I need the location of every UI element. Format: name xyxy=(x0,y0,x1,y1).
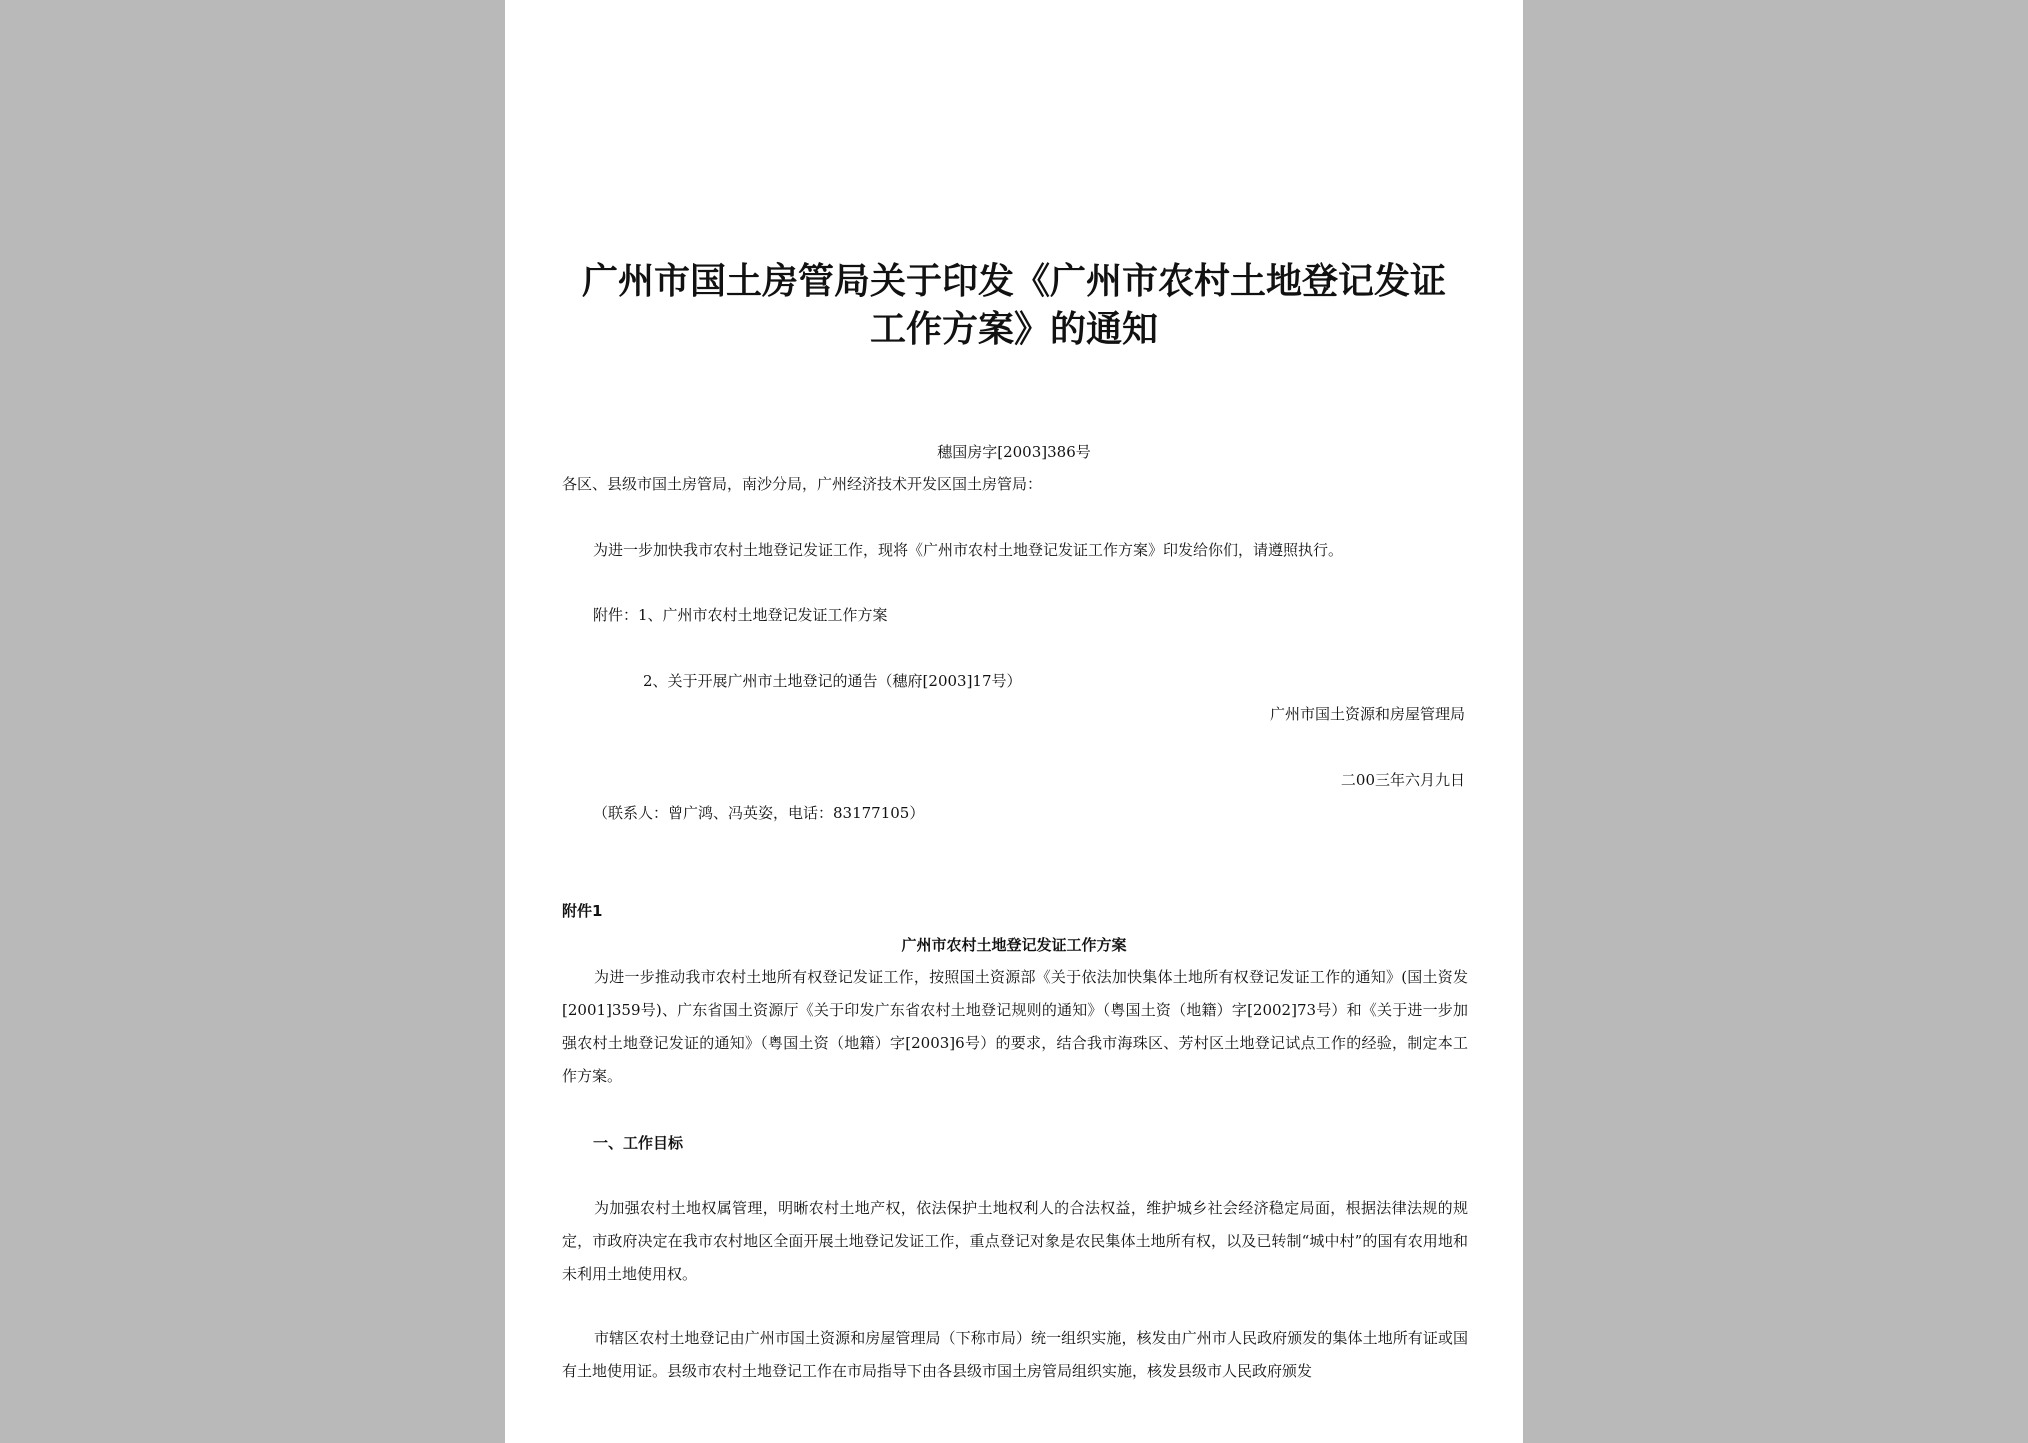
annex-paragraph-2: 为加强农村土地权属管理，明晰农村土地产权，依法保护土地权利人的合法权益，维护城乡社会经济稳定局面，根据法律法规的规定，市政府决定在我市农村地区全面开展土地登记发证工作，重点登记对象是农民集体土地所有权，以及已转制“城中村”的国有农用地和未利用土地使用权。 xyxy=(562,1199,1468,1283)
document-number: 穗国房字[2003]386号 xyxy=(937,443,1091,461)
title-line-2: 工作方案》的通知 xyxy=(869,309,1158,350)
addressee: 各区、县级市国土房管局，南沙分局，广州经济技术开发区国土房管局： xyxy=(562,475,1043,493)
notice-body: 为进一步加快我市农村土地登记发证工作，现将《广州市农村土地登记发证工作方案》印发给你们，请遵照执行。 xyxy=(593,541,1344,559)
annex-paragraph-3: 市辖区农村土地登记由广州市国土资源和房屋管理局（下称市局）统一组织实施，核发由广州市人民政府颁发的集体土地所有证或国有土地使用证。县级市农村土地登记工作在市局指导下由各县级市国土房管局组织实施，核发县级市人民政府颁发 xyxy=(562,1329,1468,1380)
section-heading: 一、工作目标 xyxy=(593,1134,684,1152)
annex-title: 广州市农村土地登记发证工作方案 xyxy=(901,936,1127,954)
issue-date: 二00三年六月九日 xyxy=(1340,771,1465,789)
attachment-item-1: 附件：1、广州市农村土地登记发证工作方案 xyxy=(593,606,888,624)
attachment-item-2: 2、关于开展广州市土地登记的通告（穗府[2003]17号） xyxy=(643,672,1022,690)
annex-label: 附件1 xyxy=(562,902,603,920)
document-page xyxy=(505,0,1523,1443)
contact-info: （联系人：曾广鸿、冯英姿，电话：83177105） xyxy=(593,804,925,822)
title-line-1: 广州市国土房管局关于印发《广州市农村土地登记发证 xyxy=(581,261,1446,302)
document-title xyxy=(560,258,1468,354)
annex-paragraph-1: 为进一步推动我市农村土地所有权登记发证工作，按照国土资源部《关于依法加快集体土地所有权登记发证工作的通知》(国土资发[2001]359号)、广东省国土资源厅《关于印发广东省农村土地登记规则的通知》（粤国土资（地籍）字[2002]73号）和《关于进一步加强农村土地登记发证的通知》（粤国土资（地籍）字[2003]6号）的要求，结合我市海珠区、芳村区土地登记试点工作的经验，制定本工作方案。 xyxy=(562,968,1468,1085)
issuing-authority: 广州市国土资源和房屋管理局 xyxy=(1269,705,1465,723)
